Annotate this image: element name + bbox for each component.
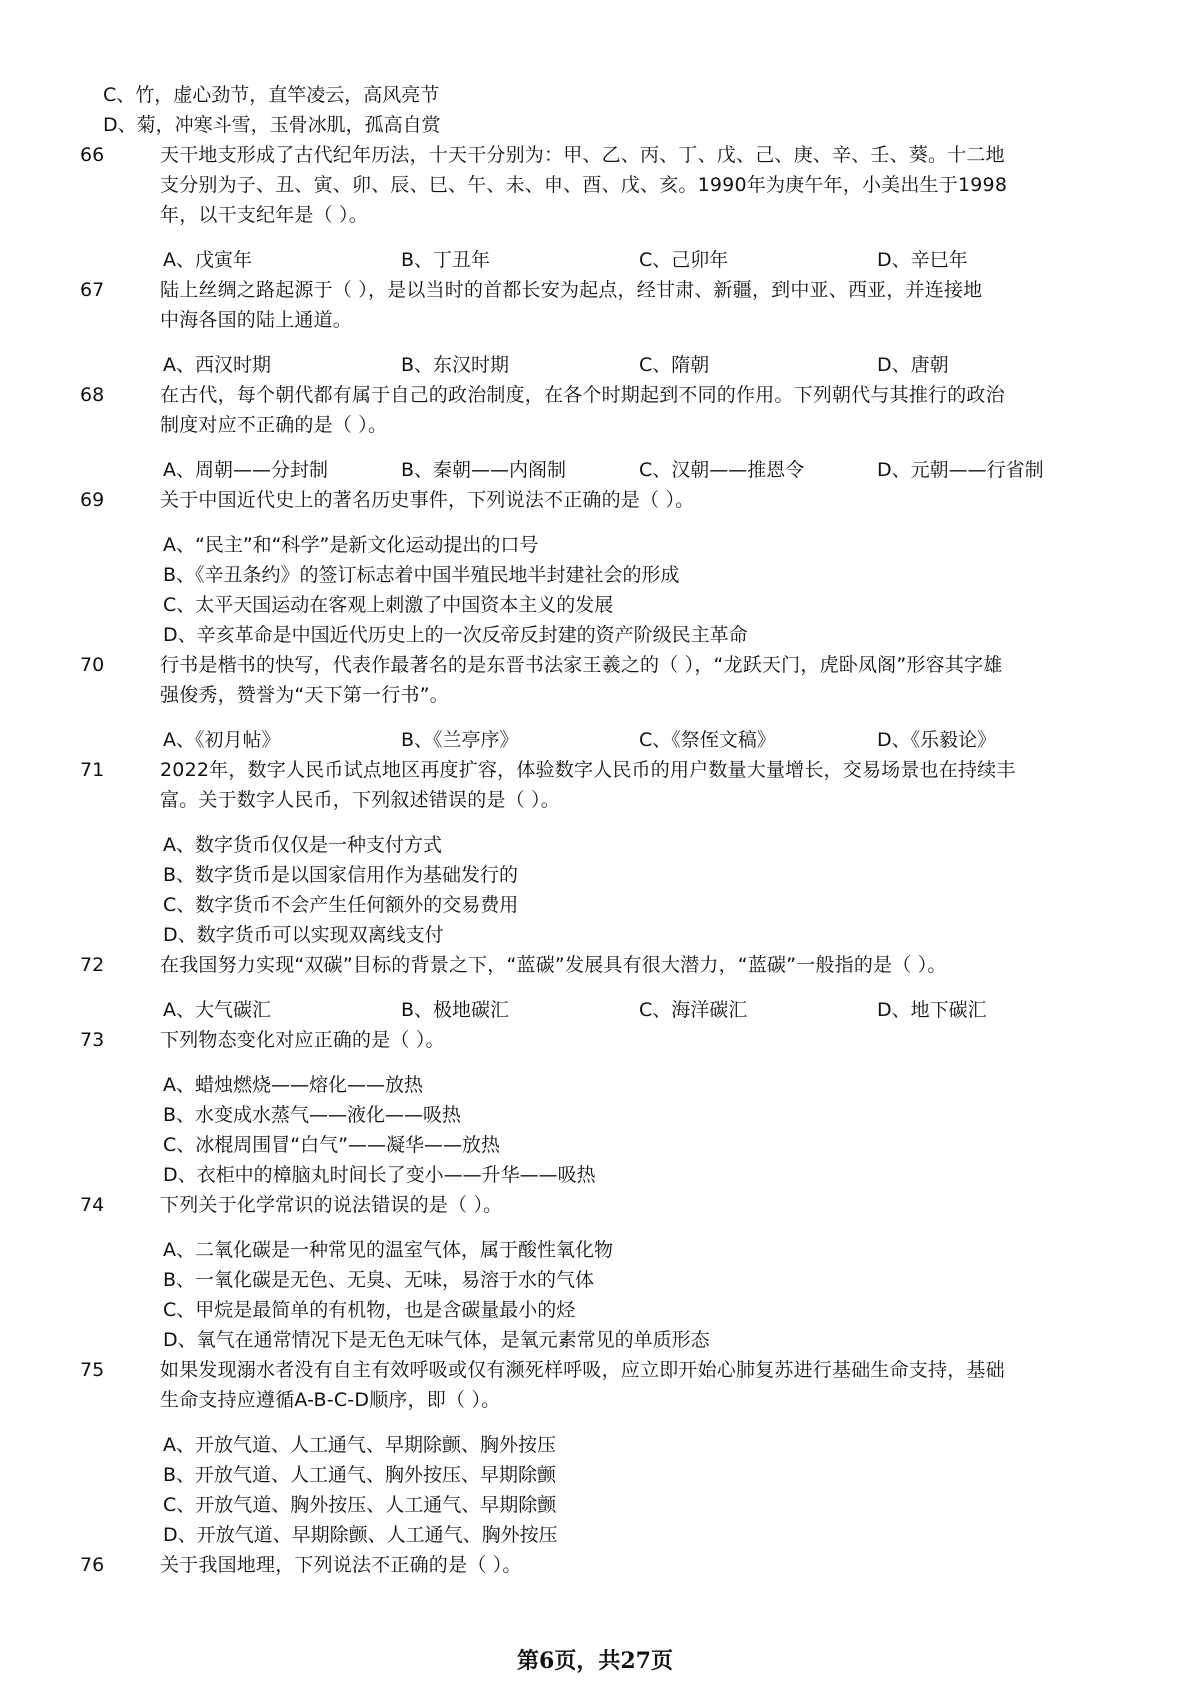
answer-options xyxy=(0,830,1190,950)
answer-option: D、唐朝 xyxy=(877,354,949,376)
question-stem-line: 行书是楷书的快写，代表作最著名的是东晋书法家王羲之的（ ），“龙跃天门，虎卧凤阁”形容其字雄 xyxy=(160,654,1003,676)
question-number: 67 xyxy=(80,279,105,301)
question-item xyxy=(0,950,1190,1025)
answer-option: D、衣柜中的樟脑丸时间长了变小——升华——吸热 xyxy=(163,1164,596,1186)
question-stem xyxy=(160,1190,1105,1220)
question-number: 69 xyxy=(80,489,105,511)
answer-option: D、辛巳年 xyxy=(877,249,968,271)
answer-option: B、数字货币是以国家信用作为基础发行的 xyxy=(163,864,519,886)
answer-option: A、大气碳汇 xyxy=(163,999,271,1021)
question-stem-line: 生命支持应遵循A-B-C-D顺序，即（ ）。 xyxy=(160,1389,501,1411)
question-number: 75 xyxy=(80,1359,105,1381)
question-number: 72 xyxy=(80,954,105,976)
question-stem xyxy=(160,1355,1105,1415)
question-stem-line: 2022年，数字人民币试点地区再度扩容，体验数字人民币的用户数量大量增长，交易场景也在持续丰 xyxy=(160,759,1016,781)
answer-option: A、“民主”和“科学”是新文化运动提出的口号 xyxy=(163,534,539,556)
question-item xyxy=(0,485,1190,650)
answer-option: B、一氧化碳是无色、无臭、无味，易溶于水的气体 xyxy=(163,1269,595,1291)
answer-option: B、东汉时期 xyxy=(401,354,510,376)
answer-option: C、开放气道、胸外按压、人工通气、早期除颤 xyxy=(163,1494,557,1516)
answer-option: D、《乐毅论》 xyxy=(877,729,997,751)
answer-option: A、《初月帖》 xyxy=(163,729,281,751)
answer-option: A、数字货币仅仅是一种支付方式 xyxy=(163,834,442,856)
question-stem-line: 支分别为子、丑、寅、卯、辰、巳、午、未、申、酉、戊、亥。1990年为庚午年，小美出生于1998 xyxy=(160,174,1008,196)
question-stem xyxy=(160,380,1105,440)
question-item xyxy=(0,755,1190,950)
exam-page xyxy=(0,80,1190,1580)
question-number: 66 xyxy=(80,144,105,166)
answer-options xyxy=(0,995,1190,1025)
question-stem-line: 关于中国近代史上的著名历史事件，下列说法不正确的是（ ）。 xyxy=(160,489,695,511)
answer-option: B、水变成水蒸气——液化——吸热 xyxy=(163,1104,462,1126)
question-list xyxy=(0,140,1190,1580)
answer-options xyxy=(0,1070,1190,1190)
answer-option: B、开放气道、人工通气、胸外按压、早期除颤 xyxy=(163,1464,557,1486)
question-stem xyxy=(160,755,1105,815)
option-c-prev: C、竹，虚心劲节，直竿凌云，高风亮节 xyxy=(103,84,440,106)
question-stem xyxy=(160,485,1105,515)
answer-option: C、己卯年 xyxy=(639,249,729,271)
answer-option: B、秦朝——内阁制 xyxy=(401,459,567,481)
answer-option: D、数字货币可以实现双离线支付 xyxy=(163,924,444,946)
answer-option: A、蜡烛燃烧——熔化——放热 xyxy=(163,1074,423,1096)
question-stem-line: 下列物态变化对应正确的是（ ）。 xyxy=(160,1029,445,1051)
question-stem-line: 年，以干支纪年是（ ）。 xyxy=(160,204,368,226)
answer-options xyxy=(0,455,1190,485)
answer-options xyxy=(0,1235,1190,1355)
question-number: 68 xyxy=(80,384,105,406)
question-number: 70 xyxy=(80,654,105,676)
question-stem xyxy=(160,950,1105,980)
answer-option: D、氧气在通常情况下是无色无味气体，是氧元素常见的单质形态 xyxy=(163,1329,710,1351)
question-item xyxy=(0,1550,1190,1580)
answer-option: B、《兰亭序》 xyxy=(401,729,519,751)
question-stem-line: 陆上丝绸之路起源于（ ），是以当时的首都长安为起点，经甘肃、新疆，到中亚、西亚，并连接地 xyxy=(160,279,983,301)
question-item xyxy=(0,650,1190,755)
question-stem-line: 在我国努力实现“双碳”目标的背景之下，“蓝碳”发展具有很大潜力，“蓝碳”一般指的是（ ）。 xyxy=(160,954,947,976)
answer-option: B、极地碳汇 xyxy=(401,999,510,1021)
question-number: 76 xyxy=(80,1554,105,1576)
question-stem-line: 强俊秀，赞誉为“天下第一行书”。 xyxy=(160,684,449,706)
answer-option: A、戊寅年 xyxy=(163,249,252,271)
question-stem-line: 天干地支形成了古代纪年历法，十天干分别为：甲、乙、丙、丁、戊、己、庚、辛、壬、葵。十二地 xyxy=(160,144,1005,166)
question-item xyxy=(0,380,1190,485)
answer-options xyxy=(0,725,1190,755)
question-item xyxy=(0,1190,1190,1355)
question-number: 71 xyxy=(80,759,105,781)
question-item xyxy=(0,1355,1190,1550)
answer-option: D、地下碳汇 xyxy=(877,999,987,1021)
question-stem xyxy=(160,650,1105,710)
question-stem-line: 下列关于化学常识的说法错误的是（ ）。 xyxy=(160,1194,503,1216)
question-number: 73 xyxy=(80,1029,105,1051)
answer-option: A、周朝——分封制 xyxy=(163,459,328,481)
answer-option: C、海洋碳汇 xyxy=(639,999,748,1021)
question-stem-line: 富。关于数字人民币，下列叙述错误的是（ ）。 xyxy=(160,789,560,811)
question-item xyxy=(0,275,1190,380)
question-stem-line: 关于我国地理，下列说法不正确的是（ ）。 xyxy=(160,1554,522,1576)
answer-option: C、太平天国运动在客观上刺激了中国资本主义的发展 xyxy=(163,594,614,616)
answer-option: D、元朝——行省制 xyxy=(877,459,1044,481)
question-stem-line: 在古代，每个朝代都有属于自己的政治制度，在各个时期起到不同的作用。下列朝代与其推行的政治 xyxy=(160,384,1005,406)
answer-options xyxy=(0,530,1190,650)
answer-option: A、西汉时期 xyxy=(163,354,271,376)
question-stem xyxy=(160,1550,1105,1580)
answer-option: A、二氧化碳是一种常见的温室气体，属于酸性氧化物 xyxy=(163,1239,613,1261)
page-footer: 第6页，共27页 xyxy=(517,1648,673,1674)
answer-options xyxy=(0,245,1190,275)
answer-option: C、隋朝 xyxy=(639,354,710,376)
question-stem xyxy=(160,140,1105,230)
answer-option: B、丁丑年 xyxy=(401,249,491,271)
answer-option: C、甲烷是最简单的有机物，也是含碳量最小的烃 xyxy=(163,1299,576,1321)
question-stem-line: 如果发现溺水者没有自主有效呼吸或仅有濒死样呼吸，应立即开始心肺复苏进行基础生命支持，基础 xyxy=(160,1359,1005,1381)
question-number: 74 xyxy=(80,1194,105,1216)
answer-option: C、汉朝——推恩令 xyxy=(639,459,805,481)
answer-option: B、《辛丑条约》的签订标志着中国半殖民地半封建社会的形成 xyxy=(163,564,680,586)
question-stem xyxy=(160,275,1105,335)
question-item xyxy=(0,140,1190,275)
answer-option: D、开放气道、早期除颤、人工通气、胸外按压 xyxy=(163,1524,558,1546)
answer-options xyxy=(0,350,1190,380)
question-item xyxy=(0,1025,1190,1190)
question-stem xyxy=(160,1025,1105,1055)
answer-option: C、数字货币不会产生任何额外的交易费用 xyxy=(163,894,519,916)
answer-option: C、《祭侄文稿》 xyxy=(639,729,776,751)
answer-option: A、开放气道、人工通气、早期除颤、胸外按压 xyxy=(163,1434,556,1456)
question-stem-line: 制度对应不正确的是（ ）。 xyxy=(160,414,388,436)
answer-options xyxy=(0,1430,1190,1550)
answer-option: C、冰棍周围冒“白气”——凝华——放热 xyxy=(163,1134,500,1156)
option-d-prev: D、菊，冲寒斗雪，玉骨冰肌，孤高自赏 xyxy=(103,114,441,136)
answer-option: D、辛亥革命是中国近代历史上的一次反帝反封建的资产阶级民主革命 xyxy=(163,624,748,646)
question-stem-line: 中海各国的陆上通道。 xyxy=(160,309,353,331)
